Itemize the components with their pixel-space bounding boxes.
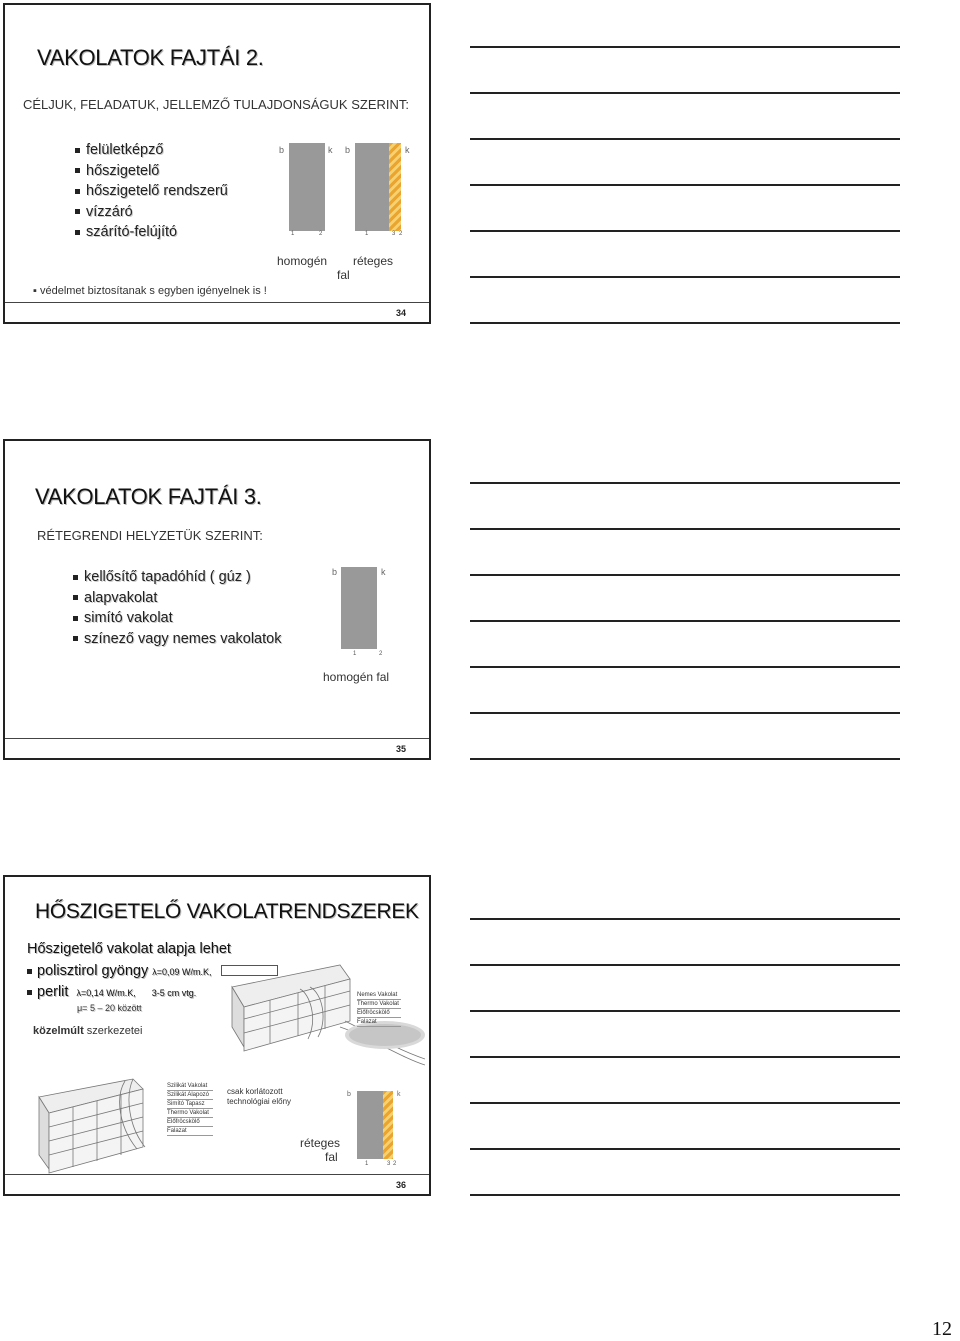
section-heading: Hőszigetelő vakolat alapja lehet — [27, 941, 231, 957]
slide-subtitle: RÉTEGRENDI HELYZETÜK SZERINT: — [37, 528, 263, 543]
legend-2: Szilikát Vakolat Szilikát Alapozó Simító Tapasz Thermo Vakolat Előfröcskölő Falazat — [167, 1082, 213, 1136]
slide-35 — [3, 439, 431, 760]
homogen-wall-diagram: b k 1 2 — [332, 567, 386, 657]
slide-title: HŐSZIGETELŐ VAKOLATRENDSZEREK — [35, 900, 419, 923]
wall-section-illustration-2 — [33, 1077, 173, 1177]
caption-reteges: réteges — [353, 254, 394, 268]
slide-36 — [3, 875, 431, 1196]
perlit-mu: μ= 5 – 20 között — [77, 1003, 142, 1013]
slide-number: 34 — [396, 308, 407, 318]
footer-divider — [5, 302, 429, 303]
slide-subtitle: CÉLJUK, FELADATUK, JELLEMZŐ TULAJDONSÁGUK SZERINT: — [23, 97, 409, 112]
item-perlit: perlit λ=0,14 W/m.K, 3-5 cm vtg. — [27, 984, 196, 1000]
slide-number: 36 — [396, 1180, 407, 1190]
slide-number: 35 — [396, 744, 407, 754]
reteges-wall-diagram: b k 1 3 2 — [347, 1091, 401, 1167]
list-item: simító vakolat — [73, 608, 281, 629]
caption-homogen-fal: homogén fal — [323, 670, 390, 684]
list-item: színező vagy nemes vakolatok — [73, 629, 281, 650]
list-item: hőszigetelő — [75, 161, 228, 182]
bullet-list — [75, 140, 228, 243]
recent-structures: közelmúlt szerkezetei — [33, 1025, 143, 1037]
reteges-wall-diagram: b k 1 3 2 — [345, 145, 410, 237]
list-item: hőszigetelő rendszerű — [75, 181, 228, 202]
caption-homogen: homogén — [277, 254, 328, 268]
caption-fal: fal — [325, 1150, 338, 1164]
bullet-list — [73, 567, 281, 649]
list-item: felületképző — [75, 140, 228, 161]
list-item: vízzáró — [75, 202, 228, 223]
homogen-wall-diagram: b k 1 2 — [279, 145, 333, 237]
tech-note: csak korlátozott technológiai előny — [227, 1087, 292, 1106]
page-number: 12 — [932, 1318, 952, 1340]
protection-note: ▪ védelmet biztosítanak s egyben igényelnek is ! — [33, 285, 267, 297]
caption-reteges: réteges — [300, 1136, 341, 1150]
list-item: kellősítő tapadóhíd ( gúz ) — [73, 567, 281, 588]
legend-1: Nemes Vakolat Thermo Vakolat Előfröcskölő Falazat — [357, 991, 401, 1027]
slide-34 — [3, 3, 431, 324]
list-item: alapvakolat — [73, 588, 281, 609]
item-polisztirol: polisztirol gyöngy λ=0,09 W/m.K, — [27, 963, 212, 979]
slide-title: VAKOLATOK FAJTÁI 2. — [37, 45, 264, 70]
caption-fal: fal — [337, 268, 350, 282]
footer-divider — [5, 1174, 429, 1175]
footer-divider — [5, 738, 429, 739]
slide-title: VAKOLATOK FAJTÁI 3. — [35, 484, 262, 509]
list-item: szárító-felújító — [75, 222, 228, 243]
